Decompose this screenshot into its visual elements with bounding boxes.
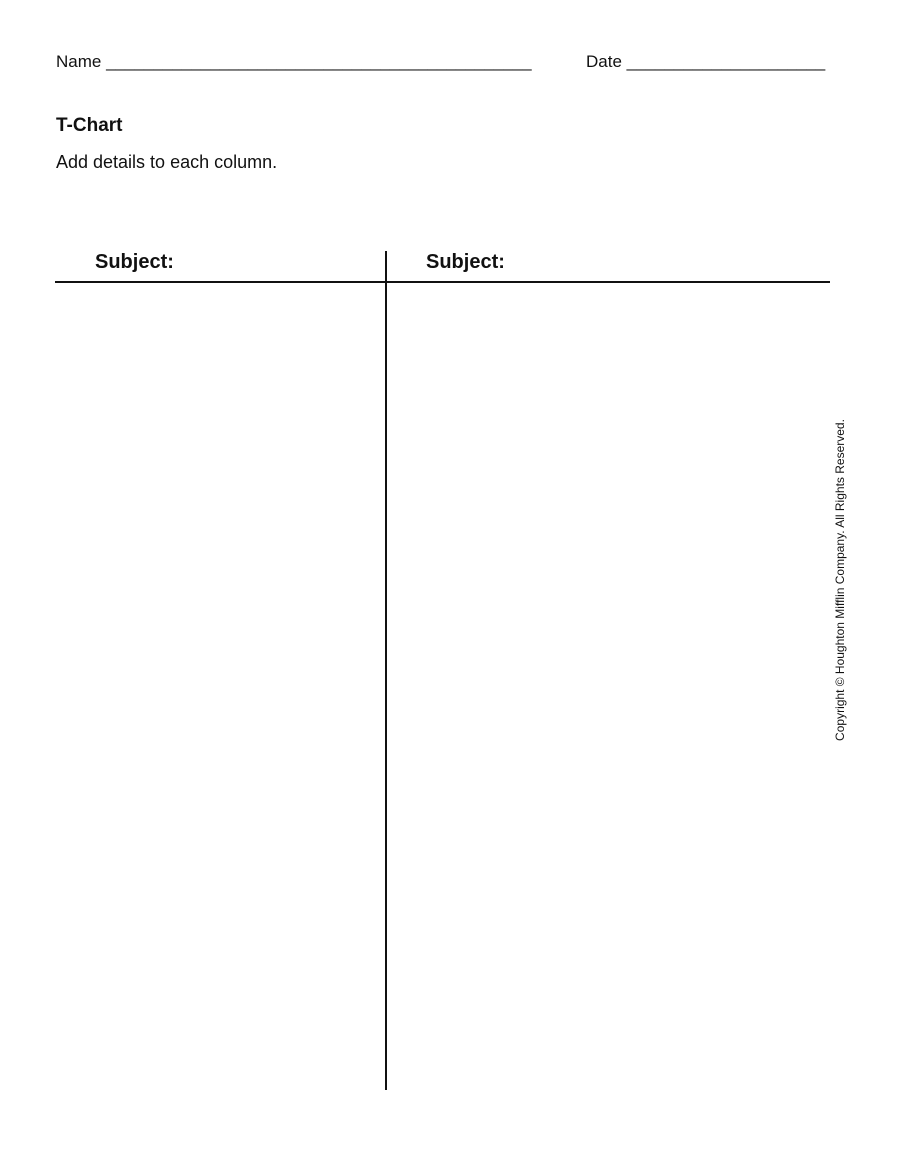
instructions-text: Add details to each column. <box>56 152 278 172</box>
left-column-writing-area[interactable] <box>56 284 384 1089</box>
name-field[interactable] <box>56 52 532 72</box>
date-field[interactable] <box>586 52 825 72</box>
t-chart-vertical-rule <box>385 251 387 1090</box>
name-blank-line[interactable]: _____________________________________________ <box>106 52 532 71</box>
right-column-writing-area[interactable] <box>388 284 828 1089</box>
copyright-notice: Copyright © Houghton Mifflin Company. All Rights Reserved. <box>833 419 847 741</box>
date-blank-line[interactable]: _____________________ <box>626 52 826 71</box>
t-chart-horizontal-rule <box>55 281 830 283</box>
left-column-subject-label: Subject: <box>95 251 174 273</box>
name-label: Name <box>56 52 102 71</box>
date-label: Date <box>586 52 622 71</box>
page-title: T-Chart <box>56 115 123 136</box>
right-column-subject-label: Subject: <box>426 251 505 273</box>
